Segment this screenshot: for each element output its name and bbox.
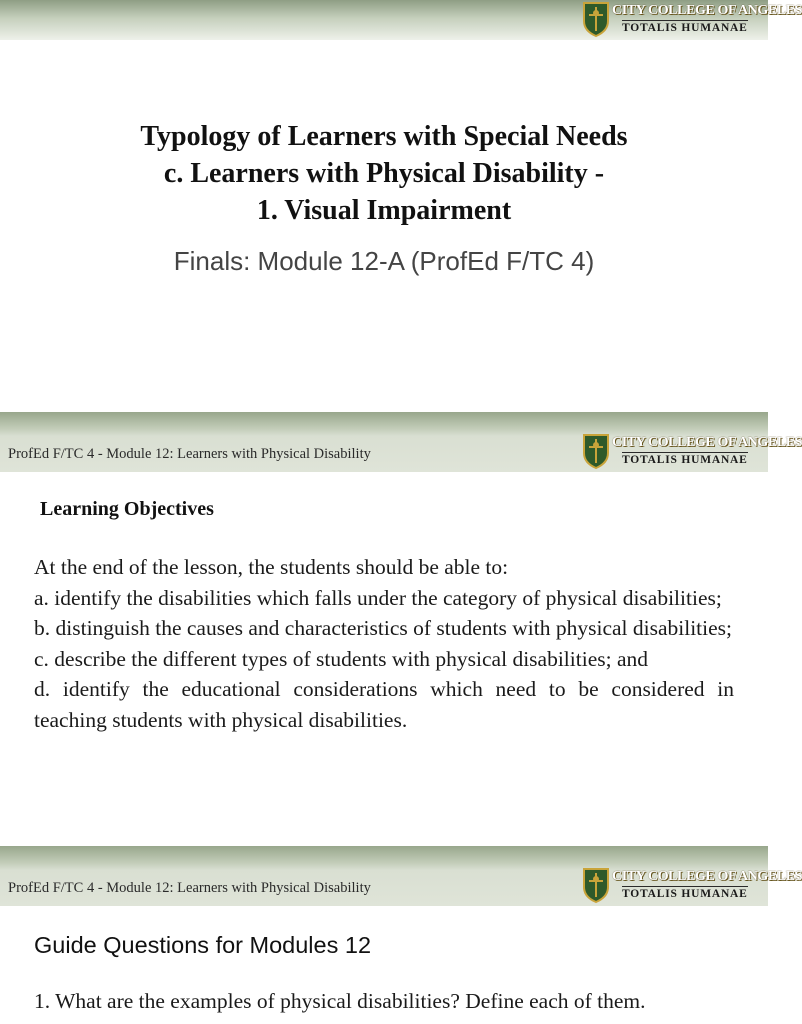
college-motto: TOTALIS HUMANAE — [622, 22, 748, 34]
slide-header: ProfEd F/TC 4 - Module 12: Learners with Physical Disability — [8, 446, 371, 462]
college-logo — [582, 867, 802, 905]
objective-paragraph: c. describe the different types of students with physical disabilities; and — [34, 646, 648, 671]
college-logo — [582, 433, 802, 471]
slide-subtitle: Finals: Module 12-A (ProfEd F/TC 4) — [173, 246, 595, 276]
guide-heading: Guide Questions for Modules 12 — [34, 932, 372, 958]
title-line: 1. Visual Impairment — [256, 195, 512, 226]
slide-guide-questions — [0, 846, 802, 1024]
shield-icon — [582, 433, 610, 469]
title-line: c. Learners with Physical Disability - — [163, 158, 605, 189]
college-motto: TOTALIS HUMANAE — [622, 888, 748, 900]
college-motto: TOTALIS HUMANAE — [622, 454, 748, 466]
shield-icon — [582, 1, 610, 37]
title-line: Typology of Learners with Special Needs — [140, 121, 628, 152]
objectives-heading: Learning Objectives — [40, 498, 214, 520]
objective-paragraph: At the end of the lesson, the students should be able to: — [34, 555, 509, 579]
guide-question: 1. What are the examples of physical disabilities? Define each of them. — [34, 989, 646, 1013]
college-name: CITY COLLEGE OF ANGELES — [612, 3, 802, 18]
slide-title — [0, 0, 802, 412]
objective-paragraph: b. distinguish the causes and characteristics of students with physical disabilities; — [34, 616, 733, 640]
objectives-list — [34, 552, 734, 735]
objective-paragraph: a. identify the disabilities which falls under the category of physical disabilities; — [34, 585, 722, 610]
slide-title-text — [0, 118, 768, 229]
college-name: CITY COLLEGE OF ANGELES — [612, 435, 802, 450]
slide-header: ProfEd F/TC 4 - Module 12: Learners with Physical Disability — [8, 880, 371, 896]
college-logo — [582, 1, 802, 39]
slide-objectives — [0, 412, 802, 846]
college-name: CITY COLLEGE OF ANGELES — [612, 869, 802, 884]
shield-icon — [582, 867, 610, 903]
objective-paragraph: d. identify the educational considerations which need to be considered in teaching students with physical disabilities. — [34, 677, 734, 732]
